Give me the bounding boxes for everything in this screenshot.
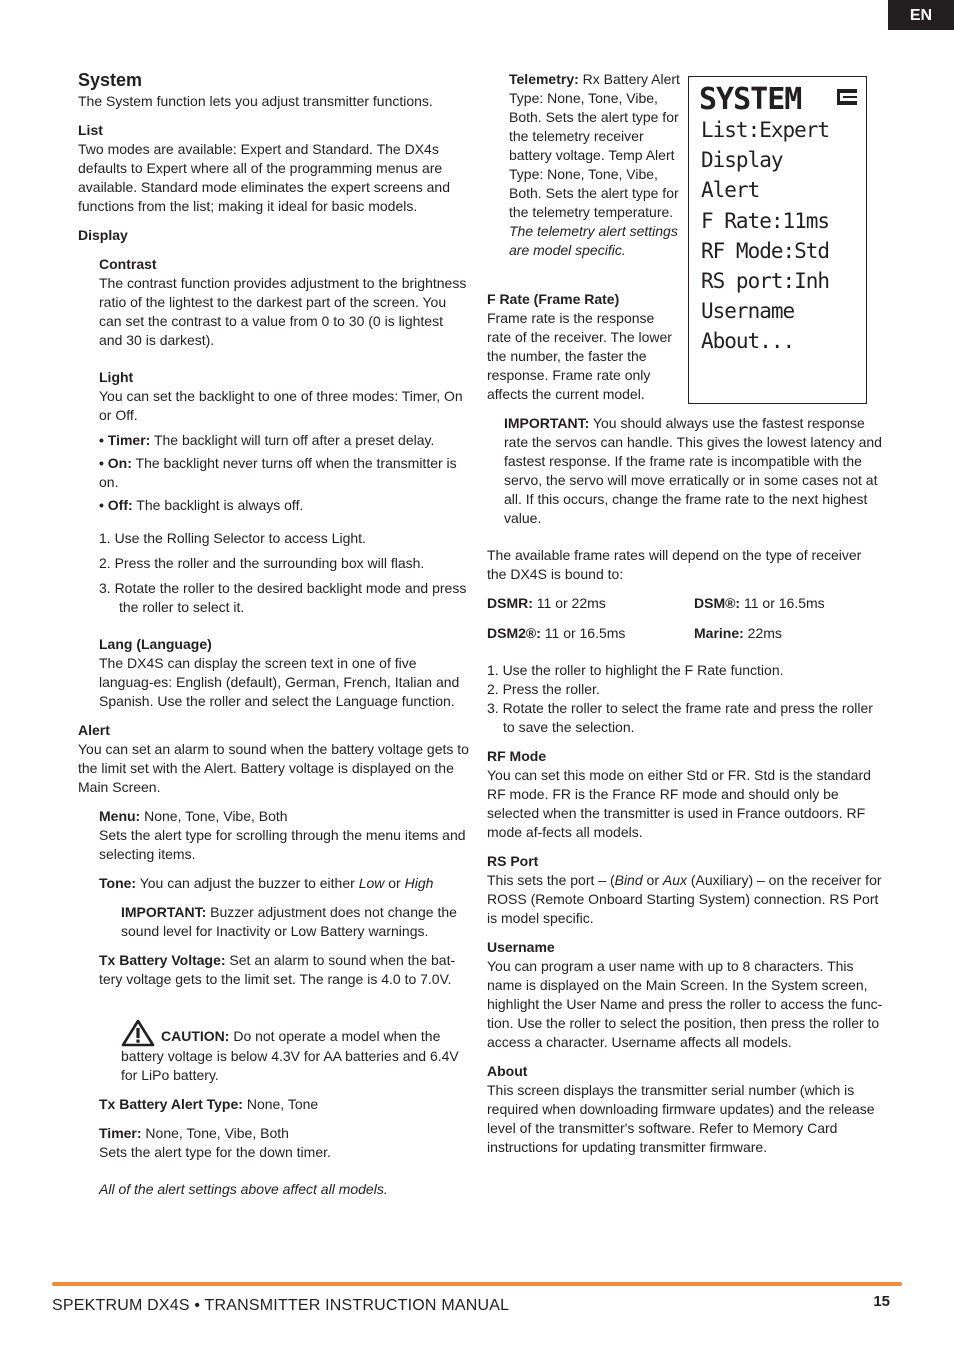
- lcd-screen: [688, 76, 867, 404]
- footer-title: SPEKTRUM DX4S • TRANSMITTER INSTRUCTION MANUAL: [52, 1297, 510, 1314]
- telemetry-text: Telemetry: Rx Battery Alert Type: None, Tone, Vibe, Both. Sets the alert type for the telemetry receiver battery voltage. Temp Alert Type: None, Tone, Vibe, Both. Sets the alert type for the telemetry temperature.: [509, 71, 680, 220]
- lcd-menu-item: Display: [701, 148, 783, 173]
- about-heading: About: [487, 1063, 528, 1079]
- alert-tx-battery-voltage: Tx Battery Voltage: Set an alarm to sound when the bat-tery voltage gets to the limit set. The range is 4.0 to 7.0V.: [99, 952, 456, 987]
- system-heading: System: [78, 70, 143, 90]
- light-step: 2. Press the roller and the surrounding box will flash.: [99, 555, 425, 571]
- warning-triangle-icon: [121, 1019, 155, 1047]
- lang-heading: Lang (Language): [99, 636, 212, 652]
- light-heading: Light: [99, 369, 134, 385]
- alert-caution: CAUTION: Do not operate a model when the battery voltage is below 4.3V for AA batteries and 6.4V for LiPo battery.: [121, 1019, 470, 1085]
- frame-rate-table: [487, 594, 883, 643]
- footer-rule: [52, 1282, 902, 1286]
- contrast-text: The contrast function provides adjustment to the brightness ratio of the lightest to the darkest part of the screen. You can set the contrast to a value from 0 to 30 (0 is lightest and 30 is darkest).: [99, 275, 467, 348]
- frame-rate-available: The available frame rates will depend on the type of receiver the DX4S is bound to:: [487, 547, 862, 582]
- light-bullet-off: • Off: The backlight is always off.: [99, 497, 304, 513]
- lcd-menu-item: Alert: [701, 178, 760, 203]
- lcd-menu: [701, 115, 829, 357]
- light-bullet-timer: • Timer: The backlight will turn off after a preset delay.: [99, 432, 435, 448]
- page-number: 15: [873, 1293, 890, 1310]
- alert-heading: Alert: [78, 722, 110, 738]
- alert-tone: Tone: You can adjust the buzzer to either Low or High: [99, 875, 434, 891]
- frame-rate-step: 1. Use the roller to highlight the F Rate function.: [487, 662, 784, 678]
- rate-dsm2: DSM2®: 11 or 16.5ms: [487, 625, 626, 641]
- left-column: [78, 68, 470, 1199]
- username-text: You can program a user name with up to 8 characters. This name is displayed on the Main Screen. In the System screen, highlight the User Name and press the roller to access the func-tion. Use the roller to select the position, then press the roller to access a character. Username affects all models.: [487, 958, 883, 1050]
- light-step: 1. Use the Rolling Selector to access Light.: [99, 530, 366, 546]
- rate-marine: Marine: 22ms: [694, 625, 782, 641]
- username-heading: Username: [487, 939, 555, 955]
- light-bullet-on: • On: The backlight never turns off when the transmitter is on.: [99, 455, 457, 490]
- alert-important: IMPORTANT: Buzzer adjustment does not change the sound level for Inactivity or Low Battery warnings.: [121, 904, 457, 939]
- lcd-menu-item: Username: [701, 299, 795, 324]
- about-text: This screen displays the transmitter serial number (which is required when downloading firmware updates) and the release level of the transmitter's software. Refer to Memory Card instructions for updating transmitter firmware.: [487, 1082, 875, 1155]
- frame-rate-important: IMPORTANT: You should always use the fastest response rate the servos can handle. This gives the lowest latency and fastest response. If the frame rate is incompatible with the servo, the servo will move erratically or in some cases not at all. If this occurs, change the frame rate to the next highest value.: [504, 415, 882, 526]
- frame-rate-block: [487, 290, 677, 404]
- language-tab: EN: [888, 0, 954, 30]
- rf-mode-heading: RF Mode: [487, 748, 547, 764]
- list-text: Two modes are available: Expert and Standard. The DX4s defaults to Expert where all of the programming menus are available. Standard mode eliminates the expert screens and functions from the list; making it ideal for basic models.: [78, 141, 450, 214]
- light-text: You can set the backlight to one of three modes: Timer, On or Off.: [99, 388, 463, 423]
- rs-port-text: This sets the port – (Bind or Aux (Auxiliary) – on the receiver for ROSS (Remote Onboard Starting System) connection. RS Port is model specific.: [487, 872, 882, 926]
- contrast-heading: Contrast: [99, 256, 157, 272]
- telemetry-block: [509, 70, 681, 260]
- list-heading: List: [78, 122, 103, 138]
- rf-mode-text: You can set this mode on either Std or FR. Std is the standard RF mode. FR is the France RF mode and should only be selected when the transmitter is used in France outdoors. RF mode af-fects all models.: [487, 767, 871, 840]
- lcd-title: SYSTEM: [699, 82, 802, 117]
- display-heading: Display: [78, 227, 128, 243]
- alert-timer-text: Sets the alert type for the down timer.: [99, 1144, 331, 1160]
- back-arrow-icon: [835, 87, 859, 107]
- lcd-menu-item: About...: [701, 329, 795, 354]
- alert-timer: Timer: None, Tone, Vibe, Both: [99, 1125, 289, 1141]
- telemetry-note: The telemetry alert settings are model specific.: [509, 223, 678, 258]
- right-column: [487, 414, 883, 1157]
- frame-rate-step: 3. Rotate the roller to select the frame rate and press the roller to save the selection.: [487, 700, 873, 735]
- lcd-menu-item: RS port:Inh: [701, 269, 830, 294]
- rate-dsmr: DSMR: 11 or 22ms: [487, 595, 606, 611]
- system-intro: The System function lets you adjust transmitter functions.: [78, 93, 433, 109]
- alert-tx-battery-alert-type: Tx Battery Alert Type: None, Tone: [99, 1096, 319, 1112]
- frame-rate-heading: F Rate (Frame Rate): [487, 291, 620, 307]
- frame-rate-step: 2. Press the roller.: [487, 681, 600, 697]
- lcd-menu-item: F Rate:11ms: [701, 208, 830, 233]
- frame-rate-text: Frame rate is the response rate of the receiver. The lower the number, the faster the response. Frame rate only affects the current model.: [487, 310, 672, 402]
- alert-text: You can set an alarm to sound when the battery voltage gets to the limit set with the Alert. Battery voltage is displayed on the Main Screen.: [78, 741, 469, 795]
- lang-text: The DX4S can display the screen text in one of five languag-es: English (default), German, French, Italian and Spanish. Use the roller and select the Language function.: [99, 655, 460, 709]
- lcd-menu-item: RF Mode:Std: [701, 238, 830, 263]
- rate-dsm: DSM®: 11 or 16.5ms: [694, 595, 825, 611]
- light-step: 3. Rotate the roller to the desired backlight mode and press the roller to select it.: [99, 580, 467, 615]
- rs-port-heading: RS Port: [487, 853, 539, 869]
- alert-footnote: All of the alert settings above affect all models.: [99, 1181, 388, 1197]
- alert-menu-text: Sets the alert type for scrolling through the menu items and selecting items.: [99, 827, 466, 862]
- lcd-menu-item: List:Expert: [701, 118, 830, 142]
- alert-menu: Menu: None, Tone, Vibe, Both: [99, 808, 288, 824]
